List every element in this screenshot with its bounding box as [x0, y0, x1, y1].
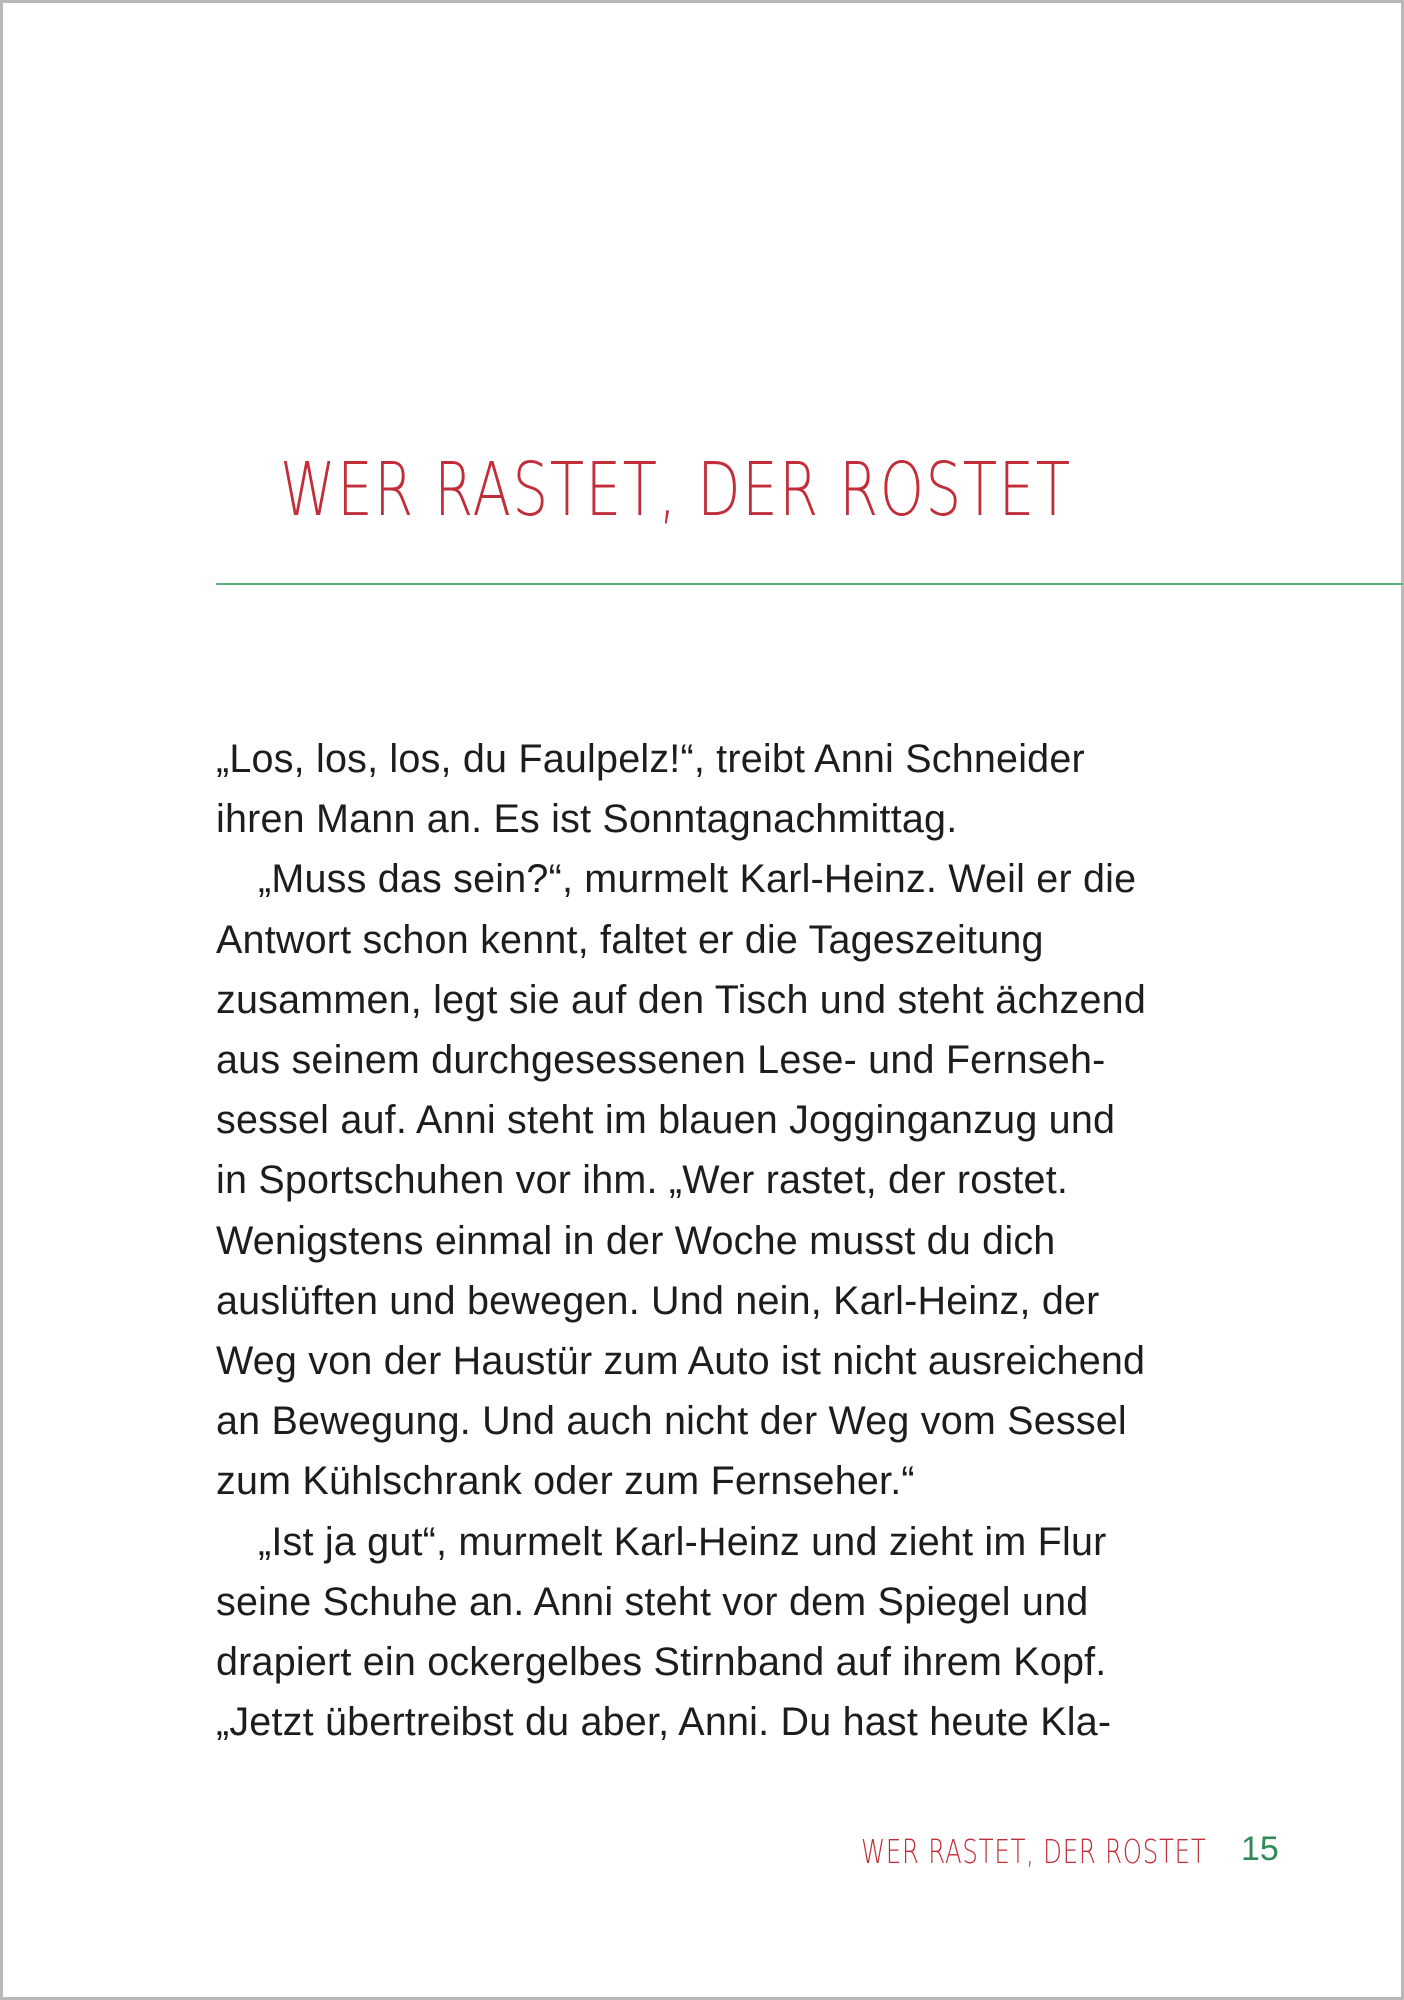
text-line: „Ist ja gut“, murmelt Karl-Heinz und zieht im Flur [258, 1519, 1107, 1564]
text-line: drapiert ein ockergelbes Stirnband auf ihrem Kopf. [216, 1640, 1107, 1685]
text-line: zusammen, legt sie auf den Tisch und steht ächzend [216, 977, 1147, 1022]
running-footer-title: WER RASTET, DER ROSTET [861, 1832, 1207, 1871]
text-line: aus seinem durchgesessenen Lese- und Fernseh- [216, 1038, 1106, 1083]
text-line: sessel auf. Anni steht im blauen Jogginganzug und [216, 1098, 1116, 1143]
page-number: 15 [1241, 1830, 1279, 1868]
text-line: Wenigstens einmal in der Woche musst du dich [216, 1218, 1056, 1263]
title-divider [216, 583, 1403, 585]
text-line: in Sportschuhen vor ihm. „Wer rastet, der rostet. [216, 1158, 1069, 1203]
text-line: „Los, los, los, du Faulpelz!“, treibt Anni Schneider [216, 737, 1085, 781]
text-line: Antwort schon kennt, faltet er die Tageszeitung [216, 917, 1044, 962]
text-line: ihren Mann an. Es ist Sonntagnachmittag. [216, 797, 958, 842]
text-line: Weg von der Haustür zum Auto ist nicht ausreichend [216, 1339, 1146, 1384]
text-line: an Bewegung. Und auch nicht der Weg vom Sessel [216, 1399, 1127, 1444]
text-line: „Muss das sein?“, murmelt Karl-Heinz. Weil er die [258, 857, 1137, 902]
chapter-title: WER RASTET, DER ROSTET [280, 447, 1072, 533]
text-line: seine Schuhe an. Anni steht vor dem Spiegel und [216, 1579, 1089, 1624]
text-line: zum Kühlschrank oder zum Fernseher.“ [216, 1459, 915, 1504]
text-line: auslüften und bewegen. Und nein, Karl-Heinz, der [216, 1278, 1100, 1323]
text-line: „Jetzt übertreibst du aber, Anni. Du hast heute Kla- [216, 1700, 1112, 1745]
body-text [216, 729, 1216, 1752]
